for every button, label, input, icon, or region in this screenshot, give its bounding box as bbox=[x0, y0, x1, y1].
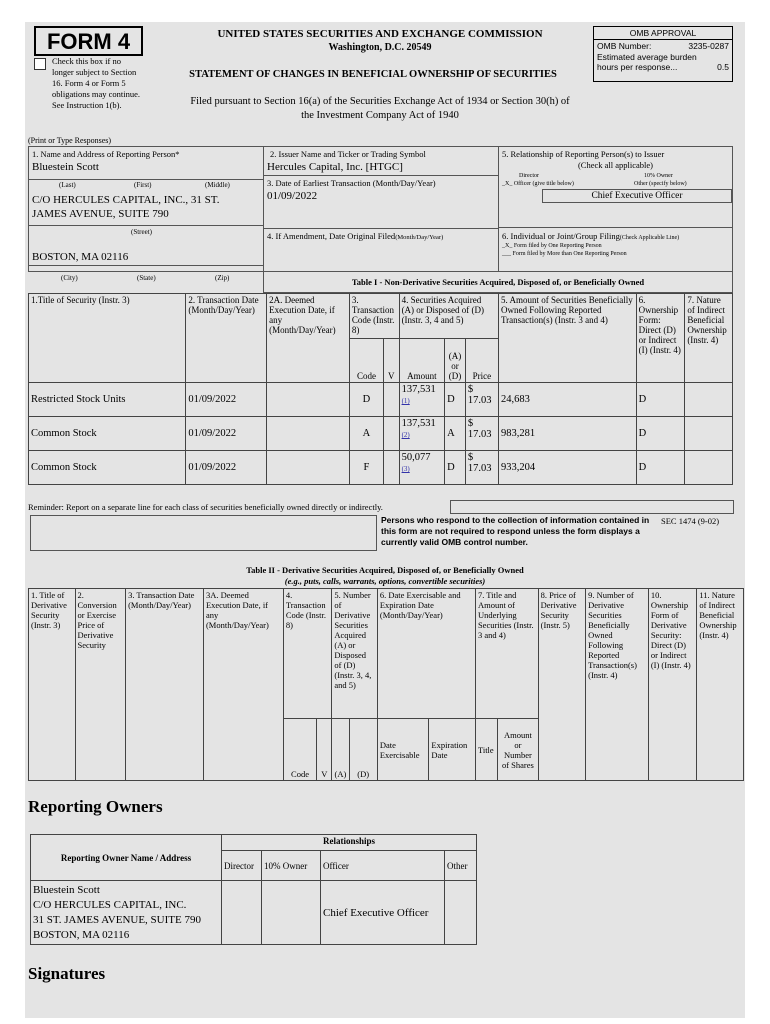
row-code: F bbox=[349, 451, 383, 485]
persons-notice: Persons who respond to the collection of information contained in this form are not required to respond unless the form displays a currently valid OMB control number. bbox=[381, 515, 650, 547]
row-deemed bbox=[267, 451, 350, 485]
t2-h9: 9. Number of Derivative Securities Beneficially Owned Following Reported Transaction(s) (Instr. 4) bbox=[586, 589, 649, 781]
t1-h6: 6. Ownership Form: Direct (D) or Indirect (I) (Instr. 4) bbox=[636, 294, 685, 383]
t2-h5: 5. Number of Derivative Securities Acquired (A) or Disposed of (D) (Instr. 3, 4, and 5) bbox=[332, 589, 378, 719]
filing-type-box bbox=[498, 227, 733, 272]
relationships-header: Relationships bbox=[222, 835, 477, 851]
address-line-1: C/O HERCULES CAPITAL, INC., 31 ST. bbox=[32, 194, 220, 206]
reporting-person-box bbox=[28, 146, 264, 272]
issuer-box bbox=[263, 146, 499, 176]
director-col-header: Director bbox=[222, 851, 262, 881]
row-v bbox=[384, 451, 400, 485]
filed-line-1: Filed pursuant to Section 16(a) of the Securities Exchange Act of 1934 or Section 30(h) of bbox=[190, 96, 570, 107]
relationship-box bbox=[498, 146, 733, 228]
city-label: (City) bbox=[61, 274, 78, 282]
row-date: 01/09/2022 bbox=[186, 417, 267, 451]
t1-h4: 4. Securities Acquired (A) or Disposed of (D) (Instr. 3, 4 and 5) bbox=[399, 294, 498, 339]
t1-h2: 2. Transaction Date (Month/Day/Year) bbox=[186, 294, 267, 383]
t2-h11: 11. Nature of Indirect Beneficial Ownership (Instr. 4) bbox=[697, 589, 744, 781]
earliest-transaction-date: 01/09/2022 bbox=[267, 190, 318, 202]
box5-sub: (Check all applicable) bbox=[577, 160, 654, 170]
box4-label-small: (Month/Day/Year) bbox=[395, 234, 444, 241]
agency-city: Washington, D.C. 20549 bbox=[328, 42, 432, 53]
owner-name: Bluestein Scott bbox=[33, 883, 100, 896]
box1-label-mark: * bbox=[175, 149, 180, 159]
t2-h7: 7. Title and Amount of Underlying Securities (Instr. 3 and 4) bbox=[475, 589, 538, 719]
omb-hours-label: hours per response... bbox=[597, 62, 678, 72]
city-state-zip: BOSTON, MA 02116 bbox=[32, 251, 129, 263]
row-title: Common Stock bbox=[29, 417, 186, 451]
form-title: FORM 4 bbox=[46, 29, 131, 54]
omb-title: OMB APPROVAL bbox=[594, 27, 732, 40]
t1-h1: 1.Title of Security (Instr. 3) bbox=[29, 294, 186, 383]
officer-col-header: Officer bbox=[321, 851, 445, 881]
other-col-header: Other bbox=[445, 851, 477, 881]
table1-title: Table I - Non-Derivative Securities Acquired, Disposed of, or Beneficially Owned bbox=[351, 277, 645, 287]
table1 bbox=[28, 293, 733, 485]
statement-title: STATEMENT OF CHANGES IN BENEFICIAL OWNERSHIP OF SECURITIES bbox=[189, 69, 557, 80]
t1-sub-code: Code bbox=[349, 339, 383, 383]
row-deemed bbox=[267, 383, 350, 417]
omb-number: 3235-0287 bbox=[688, 41, 729, 51]
officer-option[interactable]: _X_ Officer (give title below) bbox=[502, 181, 574, 187]
table2-title: Table II - Derivative Securities Acquired, Disposed of, or Beneficially Owned bbox=[246, 565, 524, 575]
t2-sub-code: Code bbox=[283, 719, 316, 781]
row-price: $ 17.03 bbox=[465, 383, 498, 417]
box4-label: 4. If Amendment, Date Original Filed bbox=[267, 231, 396, 241]
t1-h2a: 2A. Deemed Execution Date, if any (Month/Day/Year) bbox=[267, 294, 350, 383]
t2-h2: 2. Conversion or Exercise Price of Derivative Security bbox=[75, 589, 126, 781]
row-owned: 983,281 bbox=[498, 417, 636, 451]
form4-page bbox=[25, 22, 745, 1018]
owner-address-3: BOSTON, MA 02116 bbox=[33, 928, 130, 941]
table-row bbox=[29, 383, 733, 417]
t2-h8: 8. Price of Derivative Security (Instr. 5) bbox=[538, 589, 586, 781]
row-nature bbox=[685, 383, 733, 417]
t2-h3: 3. Transaction Date (Month/Day/Year) bbox=[126, 589, 204, 781]
footnote-link[interactable]: (1) bbox=[401, 397, 410, 405]
row-code: D bbox=[349, 383, 383, 417]
row-amount: 50,077 bbox=[401, 452, 431, 463]
box2-label: 2. Issuer Name and Ticker or Trading Symbol bbox=[270, 149, 426, 159]
street-label: (Street) bbox=[131, 228, 152, 236]
t2-sub-title: Title bbox=[475, 719, 497, 781]
owner10-option[interactable]: 10% Owner bbox=[644, 173, 673, 179]
reminder-text: Reminder: Report on a separate line for each class of securities beneficially owned directly or indirectly. bbox=[28, 502, 383, 512]
row-price: $ 17.03 bbox=[465, 451, 498, 485]
row-date: 01/09/2022 bbox=[186, 451, 267, 485]
table-row bbox=[29, 451, 733, 485]
row-aord: D bbox=[445, 383, 466, 417]
t1-sub-price: Price bbox=[465, 339, 498, 383]
director-option[interactable]: Director bbox=[519, 173, 539, 179]
t2-h10: 10. Ownership Form of Derivative Security: Direct (D) or Indirect (I) (Instr. 4) bbox=[648, 589, 697, 781]
box6-label-small: (Check Applicable Line) bbox=[619, 235, 680, 241]
checkbox-text: Check this box if no longer subject to Section 16. Form 4 or Form 5 obligations may continue. See Instruction 1(b). bbox=[52, 56, 141, 110]
omb-number-label: OMB Number: bbox=[597, 41, 652, 51]
t2-h6: 6. Date Exercisable and Expiration Date (Month/Day/Year) bbox=[377, 589, 475, 719]
t2-sub-amount: Amount or Number of Shares bbox=[498, 719, 538, 781]
middle-label: (Middle) bbox=[205, 181, 230, 189]
no-longer-subject-checkbox[interactable] bbox=[34, 58, 46, 70]
row-title: Common Stock bbox=[29, 451, 186, 485]
owner-address-1: C/O HERCULES CAPITAL, INC. bbox=[33, 898, 187, 911]
state-label: (State) bbox=[137, 274, 156, 282]
print-note: (Print or Type Responses) bbox=[28, 136, 112, 145]
row-form: D bbox=[636, 383, 685, 417]
filing-option-more[interactable]: ___ Form filed by More than One Reporting Person bbox=[502, 251, 627, 257]
address-line-2: JAMES AVENUE, SUITE 790 bbox=[32, 208, 169, 220]
t2-h4: 4. Transaction Code (Instr. 8) bbox=[283, 589, 332, 719]
row-code: A bbox=[349, 417, 383, 451]
table1-title-cell bbox=[263, 271, 733, 293]
footnote-link[interactable]: (2) bbox=[401, 431, 410, 439]
last-label: (Last) bbox=[59, 181, 76, 189]
t2-h1: 1. Title of Derivative Security (Instr. 3) bbox=[29, 589, 76, 781]
row-price: $ 17.03 bbox=[465, 417, 498, 451]
row-v bbox=[384, 417, 400, 451]
reporting-person-name: Bluestein Scott bbox=[32, 161, 99, 173]
box6-label: 6. Individual or Joint/Group Filing bbox=[502, 231, 620, 241]
box3-label: 3. Date of Earliest Transaction (Month/Day/Year) bbox=[267, 178, 436, 188]
t2-sub-expiration: Expiration Date bbox=[429, 719, 476, 781]
row-aord: D bbox=[445, 451, 466, 485]
filed-line-2: the Investment Company Act of 1940 bbox=[301, 110, 459, 121]
officer-title: Chief Executive Officer bbox=[542, 189, 732, 203]
t2-sub-d: (D) bbox=[349, 719, 377, 781]
row-amount: 137,531 bbox=[401, 418, 436, 429]
row-amount: 137,531 bbox=[401, 384, 436, 395]
row-v bbox=[384, 383, 400, 417]
reporting-owners-table bbox=[30, 834, 477, 945]
table2 bbox=[28, 588, 744, 781]
earliest-transaction-box bbox=[263, 175, 499, 229]
row-nature bbox=[685, 451, 733, 485]
owner-address-2: 31 ST. JAMES AVENUE, SUITE 790 bbox=[33, 913, 201, 926]
t1-h5: 5. Amount of Securities Beneficially Owned Following Reported Transaction(s) (Instr. 3 and 4) bbox=[498, 294, 636, 383]
owner10-col-header: 10% Owner bbox=[262, 851, 321, 881]
owner-name-col-header: Reporting Owner Name / Address bbox=[31, 835, 222, 881]
first-label: (First) bbox=[134, 181, 152, 189]
box1-label: 1. Name and Address of Reporting Person bbox=[32, 149, 176, 159]
t1-sub-amount: Amount bbox=[399, 339, 445, 383]
sec-form-code: SEC 1474 (9-02) bbox=[661, 516, 720, 526]
t1-h7: 7. Nature of Indirect Beneficial Ownership (Instr. 4) bbox=[685, 294, 733, 383]
t2-sub-a: (A) bbox=[332, 719, 349, 781]
row-title: Restricted Stock Units bbox=[29, 383, 186, 417]
row-date: 01/09/2022 bbox=[186, 383, 267, 417]
row-aord: A bbox=[445, 417, 466, 451]
omb-burden-label: Estimated average burden bbox=[597, 51, 697, 62]
t2-sub-v: V bbox=[317, 719, 332, 781]
agency-name: UNITED STATES SECURITIES AND EXCHANGE COMMISSION bbox=[217, 28, 543, 40]
t1-h3: 3. Transaction Code (Instr. 8) bbox=[349, 294, 399, 339]
row-deemed bbox=[267, 417, 350, 451]
t1-sub-aord: (A) or (D) bbox=[445, 339, 466, 383]
owner-officer-title: Chief Executive Officer bbox=[321, 881, 445, 945]
row-owned: 933,204 bbox=[498, 451, 636, 485]
table2-subtitle: (e.g., puts, calls, warrants, options, convertible securities) bbox=[284, 576, 486, 586]
omb-hours: 0.5 bbox=[717, 62, 729, 72]
table-row bbox=[29, 417, 733, 451]
table-row bbox=[31, 881, 477, 945]
reporting-owners-heading: Reporting Owners bbox=[28, 797, 163, 816]
row-owned: 24,683 bbox=[498, 383, 636, 417]
box5-label: 5. Relationship of Reporting Person(s) to Issuer bbox=[502, 149, 665, 159]
t2-h3a: 3A. Deemed Execution Date, if any (Month/Day/Year) bbox=[203, 589, 283, 781]
footnote-link[interactable]: (3) bbox=[401, 465, 410, 473]
amendment-box bbox=[263, 228, 499, 272]
row-nature bbox=[685, 417, 733, 451]
row-form: D bbox=[636, 451, 685, 485]
signatures-heading: Signatures bbox=[28, 964, 106, 983]
t1-sub-v: V bbox=[384, 339, 400, 383]
omb-approval-box bbox=[593, 26, 733, 82]
issuer-name: Hercules Capital, Inc. [HTGC] bbox=[267, 161, 403, 173]
zip-label: (Zip) bbox=[215, 274, 230, 282]
form-title-box bbox=[34, 26, 143, 56]
other-option[interactable]: Other (specify below) bbox=[634, 181, 687, 187]
filing-option-one[interactable]: _X_ Form filed by One Reporting Person bbox=[502, 243, 602, 249]
row-form: D bbox=[636, 417, 685, 451]
t2-sub-exercisable: Date Exercisable bbox=[377, 719, 429, 781]
